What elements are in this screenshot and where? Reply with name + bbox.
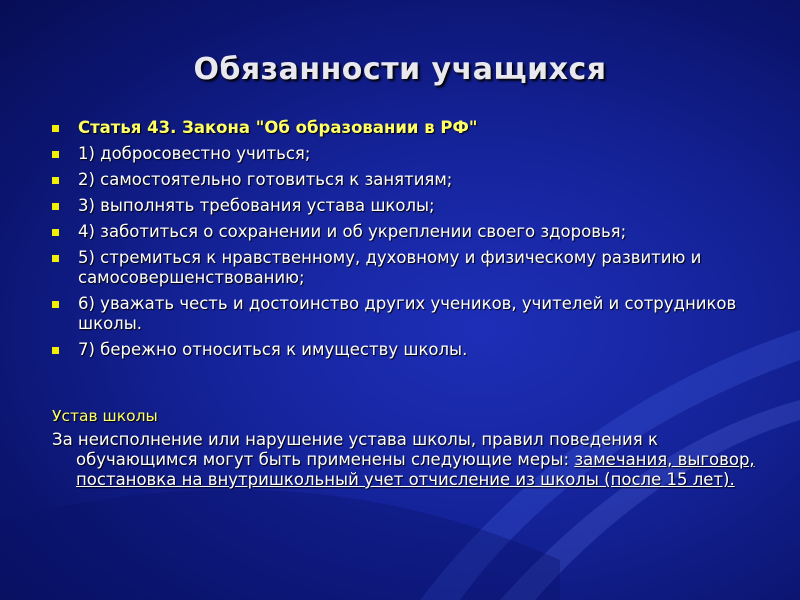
bullet-list	[52, 118, 762, 366]
bullet-item-article	[52, 118, 762, 138]
bullet-item-6	[52, 294, 762, 334]
bullet-item-4	[52, 222, 762, 242]
bullet-text: 3) выполнять требования устава школы;	[78, 196, 435, 215]
bullet-text: 2) самостоятельно готовиться к занятиям;	[78, 170, 453, 189]
bullet-item-1	[52, 144, 762, 164]
bullet-text: 6) уважать честь и достоинство других учеников, учителей и сотрудников школы.	[78, 294, 737, 333]
bullet-text: Статья 43. Закона "Об образовании в РФ"	[78, 118, 478, 137]
bullet-marker-icon	[52, 151, 59, 158]
bullet-marker-icon	[52, 229, 59, 236]
paragraph-intro: За неисполнение или нарушение устава школы, правил поведения к обучающимся могут быть применены следующие меры:	[52, 430, 658, 469]
bullet-marker-icon	[52, 125, 59, 132]
section-heading: Устав школы	[52, 407, 158, 425]
bullet-text: 5) стремиться к нравственному, духовному и физическому развитию и самосовершенствованию;	[78, 248, 702, 287]
bullet-item-7	[52, 340, 762, 360]
bullet-text: 1) добросовестно учиться;	[78, 144, 311, 163]
slide-title: Обязанности учащихся	[193, 52, 607, 87]
bullet-marker-icon	[52, 347, 59, 354]
bullet-text: 4) заботиться о сохранении и об укреплении своего здоровья;	[78, 222, 627, 241]
bullet-marker-icon	[52, 203, 59, 210]
bullet-item-5	[52, 248, 762, 288]
paragraph-measures: замечания, выговор, постановка на внутришкольный учет отчисление из школы (после 15 лет).	[76, 450, 755, 489]
measures-paragraph	[52, 430, 766, 490]
bullet-marker-icon	[52, 301, 59, 308]
bullet-marker-icon	[52, 255, 59, 262]
bullet-item-3	[52, 196, 762, 216]
bullet-marker-icon	[52, 177, 59, 184]
bullet-text: 7) бережно относиться к имуществу школы.	[78, 340, 468, 359]
bullet-item-2	[52, 170, 762, 190]
